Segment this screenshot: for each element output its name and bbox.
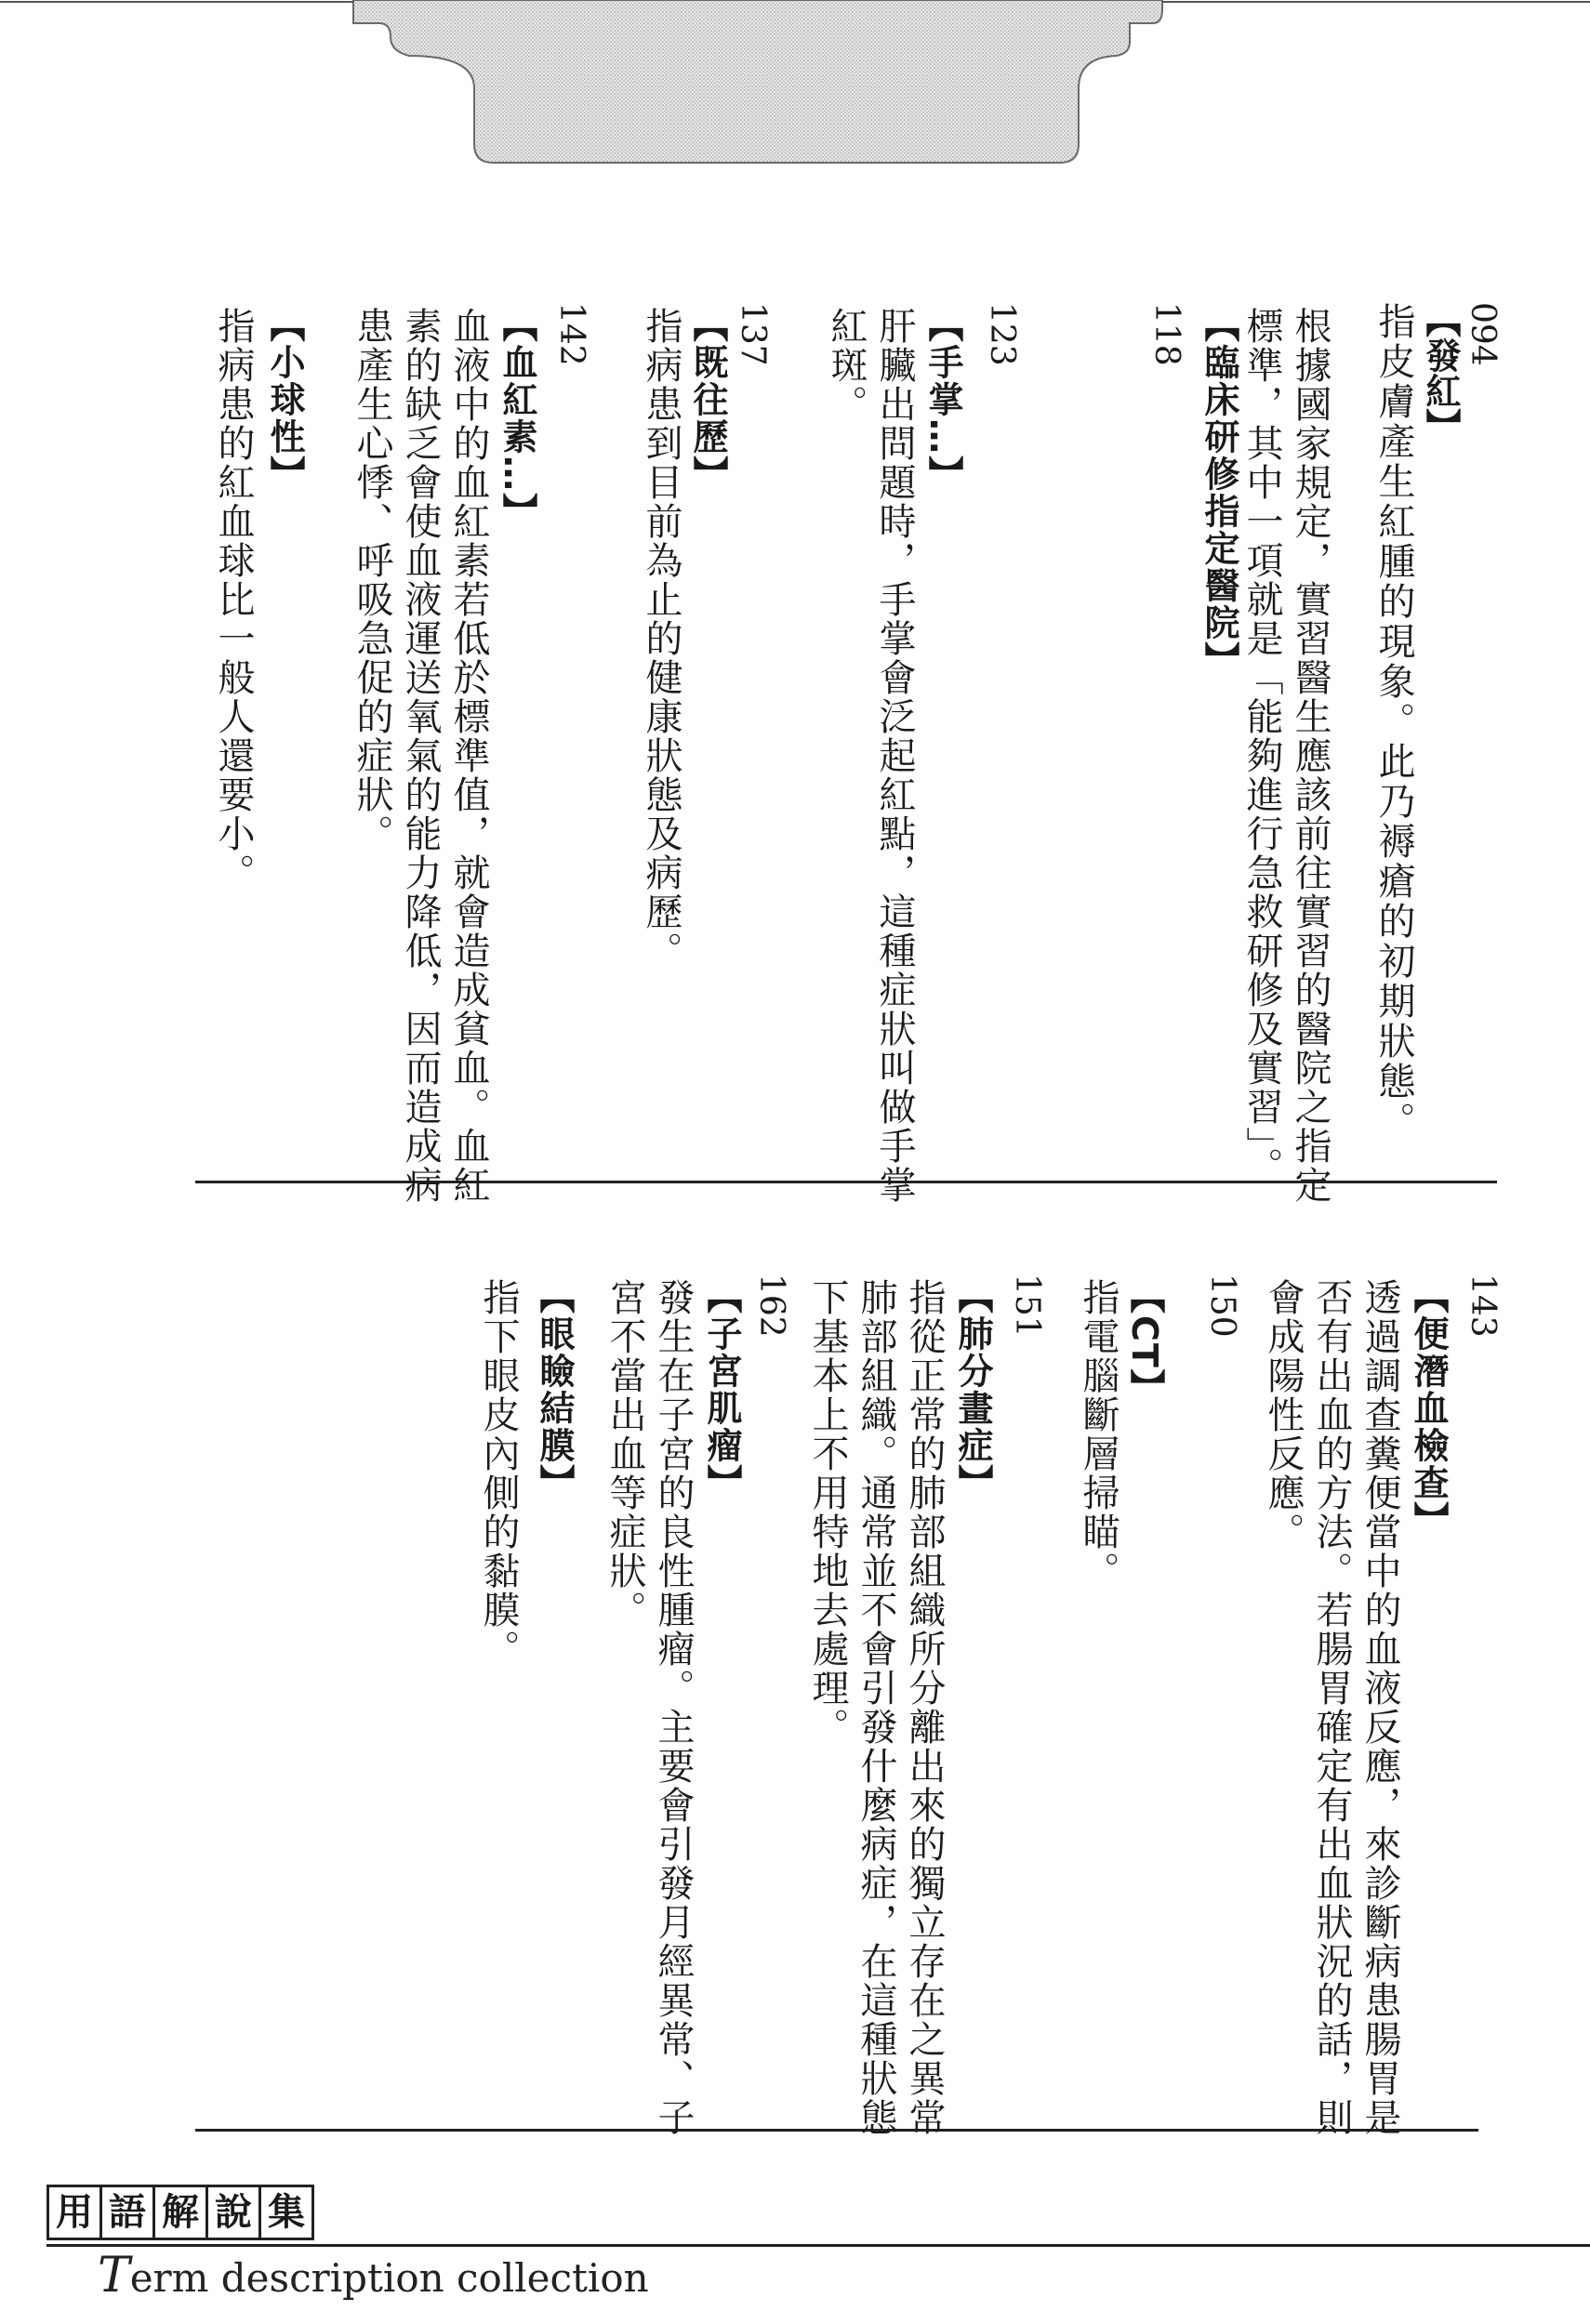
entry-150-term: 【CT】 [1124,1278,1165,1406]
entry-137-desc: 指病患到目前為止的健康狀態及病歷。 [640,307,682,971]
entry-162-term: 【子宮肌瘤】 [701,1278,742,1501]
entry-term: 【發紅】 [1420,302,1461,443]
entry-number: 151 [1008,1274,1046,1338]
entry-151-term: 【肺分畫症】 [952,1278,993,1501]
entry-162-desc: 發生在子宮的良性腫瘤。主要會引發月經異常、子 宮不當出血等症狀。 [603,1278,695,2137]
entry-143-term: 【便潛血檢查】 [1408,1278,1449,1538]
footer-divider [46,2244,1590,2247]
entry-143-desc: 透過調查糞便當中的血液反應，來診斷病患腸胃是 否有出血的方法。若腸胃確定有出血狀況的話，則 會成陽性反應。 [1262,1278,1401,2137]
entry-number: 123 [983,302,1021,366]
entry-137 [733,302,772,366]
entry-conjunctiva-term: 【眼瞼結膜】 [534,1278,575,1501]
entry-137-term: 【既往歷】 [687,307,728,493]
entry-number: 143 [1464,1274,1502,1338]
footer-subtitle-cap: T [98,2248,130,2304]
entry-123 [982,302,1021,366]
entry-number: 142 [552,302,590,366]
entry-number: 150 [1203,1274,1241,1338]
entry-162 [751,1274,790,1338]
entry-microcytic-term: 【小球性】 [264,307,305,493]
entry-150-desc: 指電腦斷層掃瞄。 [1077,1278,1120,1591]
entry-118 [1146,302,1186,366]
entry-142-term: 【血紅素…】 [497,307,537,530]
footer-title-char: 集 [258,2185,314,2240]
footer-title-char: 用 [46,2185,102,2240]
entry-description: 指皮膚產生紅腫的現象。此乃褥瘡的初期狀態。 [1372,302,1415,1142]
entry-number: 162 [752,1274,790,1338]
entry-microcytic-desc: 指病患的紅血球比一般人還要小。 [212,307,255,892]
footer-subtitle-text: erm description collection [129,2255,649,2301]
entry-151-desc: 指從正常的肺部組織所分離出來的獨立存在之異常 肺部組織。通常並不會引發什麼病症，在這種狀態 下基本上不用特地去處理。 [806,1278,946,2137]
entry-number: 094 [1464,302,1502,366]
entry-118-desc: 根據國家規定，實習醫生應該前往實習的醫院之指定 標準，其中一項就是「能夠進行急救研修及實習」。 [1240,307,1332,1205]
entry-142 [551,302,590,366]
entry-conjunctiva-desc: 指下眼皮內側的黏膜。 [477,1278,520,1669]
entry-number: 137 [734,302,772,366]
entry-123-desc: 肝臟出問題時，手掌會泛起紅點，這種症狀叫做手掌 紅斑。 [825,307,916,1205]
entry-118-term: 【臨床研修指定醫院】 [1199,307,1239,679]
entry-143 [1463,1274,1502,1338]
footer-title-char: 說 [205,2185,261,2240]
entry-150 [1202,1274,1241,1338]
footer-title-char: 語 [99,2185,155,2240]
entry-094 [1370,302,1502,1142]
footer-title [46,2185,311,2240]
footer-subtitle [98,2248,649,2304]
entry-151 [1007,1274,1046,1338]
entry-number: 118 [1147,302,1186,366]
entry-123-term: 【手掌…】 [922,307,963,493]
top-tab-decoration [0,0,1590,172]
footer-title-char: 解 [152,2185,208,2240]
entry-142-desc: 血液中的血紅素若低於標準值，就會造成貧血。血紅 素的缺乏會使血液運送氧氣的能力降低，因而造成病 患產生心悸、呼吸急促的症狀。 [351,307,490,1205]
